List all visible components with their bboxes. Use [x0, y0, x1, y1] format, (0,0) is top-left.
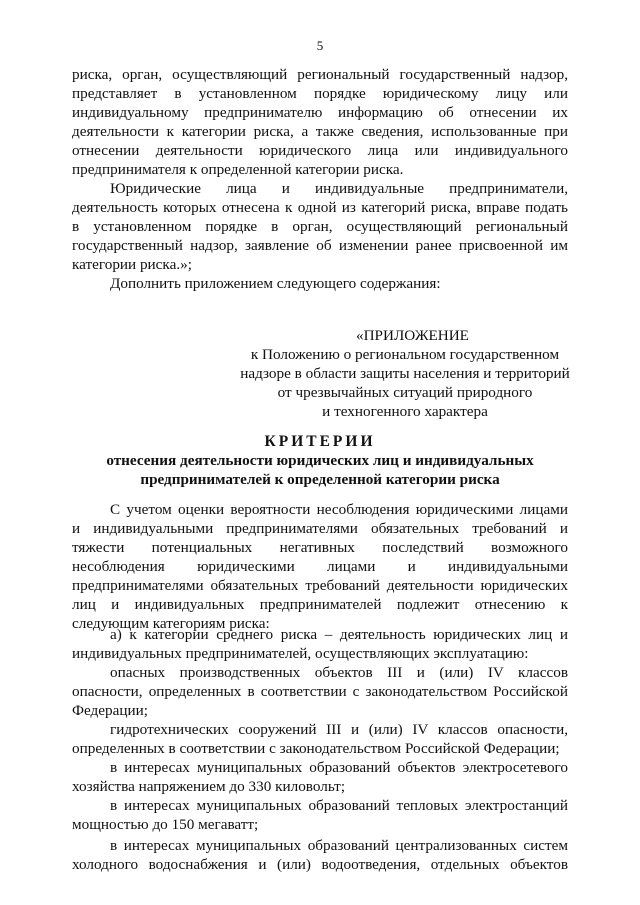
text-line: опасных производственных объектов III и (или) IV классов [110, 664, 568, 681]
text-line: хозяйства напряжением до 330 киловольт; [72, 778, 346, 795]
text-line: категории риска.»; [72, 256, 192, 273]
text-line: опасности, определенных в соответствии с законодательством Российской [72, 683, 568, 700]
text-line: Юридические лица и индивидуальные предприниматели, [110, 180, 568, 197]
appendix-title: «ПРИЛОЖЕНИЕ [356, 327, 469, 344]
appendix-line: к Положению о региональном государственном [250, 346, 560, 363]
text-line: индивидуальному предпринимателю информацию об отнесении их [72, 104, 568, 121]
text-line: предпринимателя к определенной категории риска. [72, 161, 404, 178]
text-line: государственный надзор, заявление об изменении ранее присвоенной им [72, 237, 568, 254]
page-number: 5 [316, 38, 324, 53]
text-line: в интересах муниципальных образований объектов электросетевого [110, 759, 568, 776]
text-line: в установленном порядке в орган, осуществляющий региональный [72, 218, 568, 235]
text-line: лиц и индивидуальных предпринимателей подлежит отнесению к [72, 596, 568, 613]
appendix-line: от чрезвычайных ситуаций природного [277, 384, 533, 401]
text-line: и индивидуальными предпринимателями обязательных требований и [72, 520, 568, 537]
appendix-line: и техногенного характера [322, 403, 488, 420]
text-line: Федерации; [72, 702, 148, 719]
text-line: отнесении деятельности юридического лица или индивидуального [72, 142, 568, 159]
appendix-line: надзоре в области защиты населения и территорий [240, 365, 570, 382]
text-line: деятельность которых отнесена к одной из категорий риска, вправе подать [72, 199, 568, 216]
text-line: в интересах муниципальных образований тепловых электростанций [110, 797, 568, 814]
text-line: индивидуальных предпринимателей, осуществляющих эксплуатацию: [72, 645, 529, 662]
text-line: С учетом оценки вероятности несоблюдения юридическими лицами [110, 501, 568, 518]
text-line: следующим категориям риска: [72, 615, 270, 632]
text-line: в интересах муниципальных образований централизованных систем [110, 837, 568, 854]
text-line: гидротехнических сооружений III и (или) IV классов опасности, [110, 721, 568, 738]
text-line: холодного водоснабжения и (или) водоотведения, отдельных объектов [72, 856, 568, 873]
supplement-line: Дополнить приложением следующего содержания: [110, 275, 441, 292]
text-line: риска, орган, осуществляющий региональный государственный надзор, [72, 66, 568, 83]
text-line: несоблюдения юридическими лицами и индивидуальными [72, 558, 568, 575]
text-line: предпринимателями обязательных требований деятельности юридических [72, 577, 568, 594]
criteria-subtitle: предпринимателей к определенной категории риска [140, 471, 500, 488]
text-line: представляет в установленном порядке юридическому лицу или [72, 85, 568, 102]
text-line: деятельности к категории риска, а также сведения, использованные при [72, 123, 568, 140]
text-line: мощностью до 150 мегаватт; [72, 816, 259, 833]
criteria-title: КРИТЕРИИ [264, 433, 376, 450]
text-line: а) к категории среднего риска – деятельность юридических лиц и [110, 626, 568, 643]
text-line: определенных в соответствии с законодательством Российской Федерации; [72, 740, 560, 757]
text-line: тяжести потенциальных негативных последствий возможного [72, 539, 568, 556]
criteria-subtitle: отнесения деятельности юридических лиц и индивидуальных [106, 452, 534, 469]
